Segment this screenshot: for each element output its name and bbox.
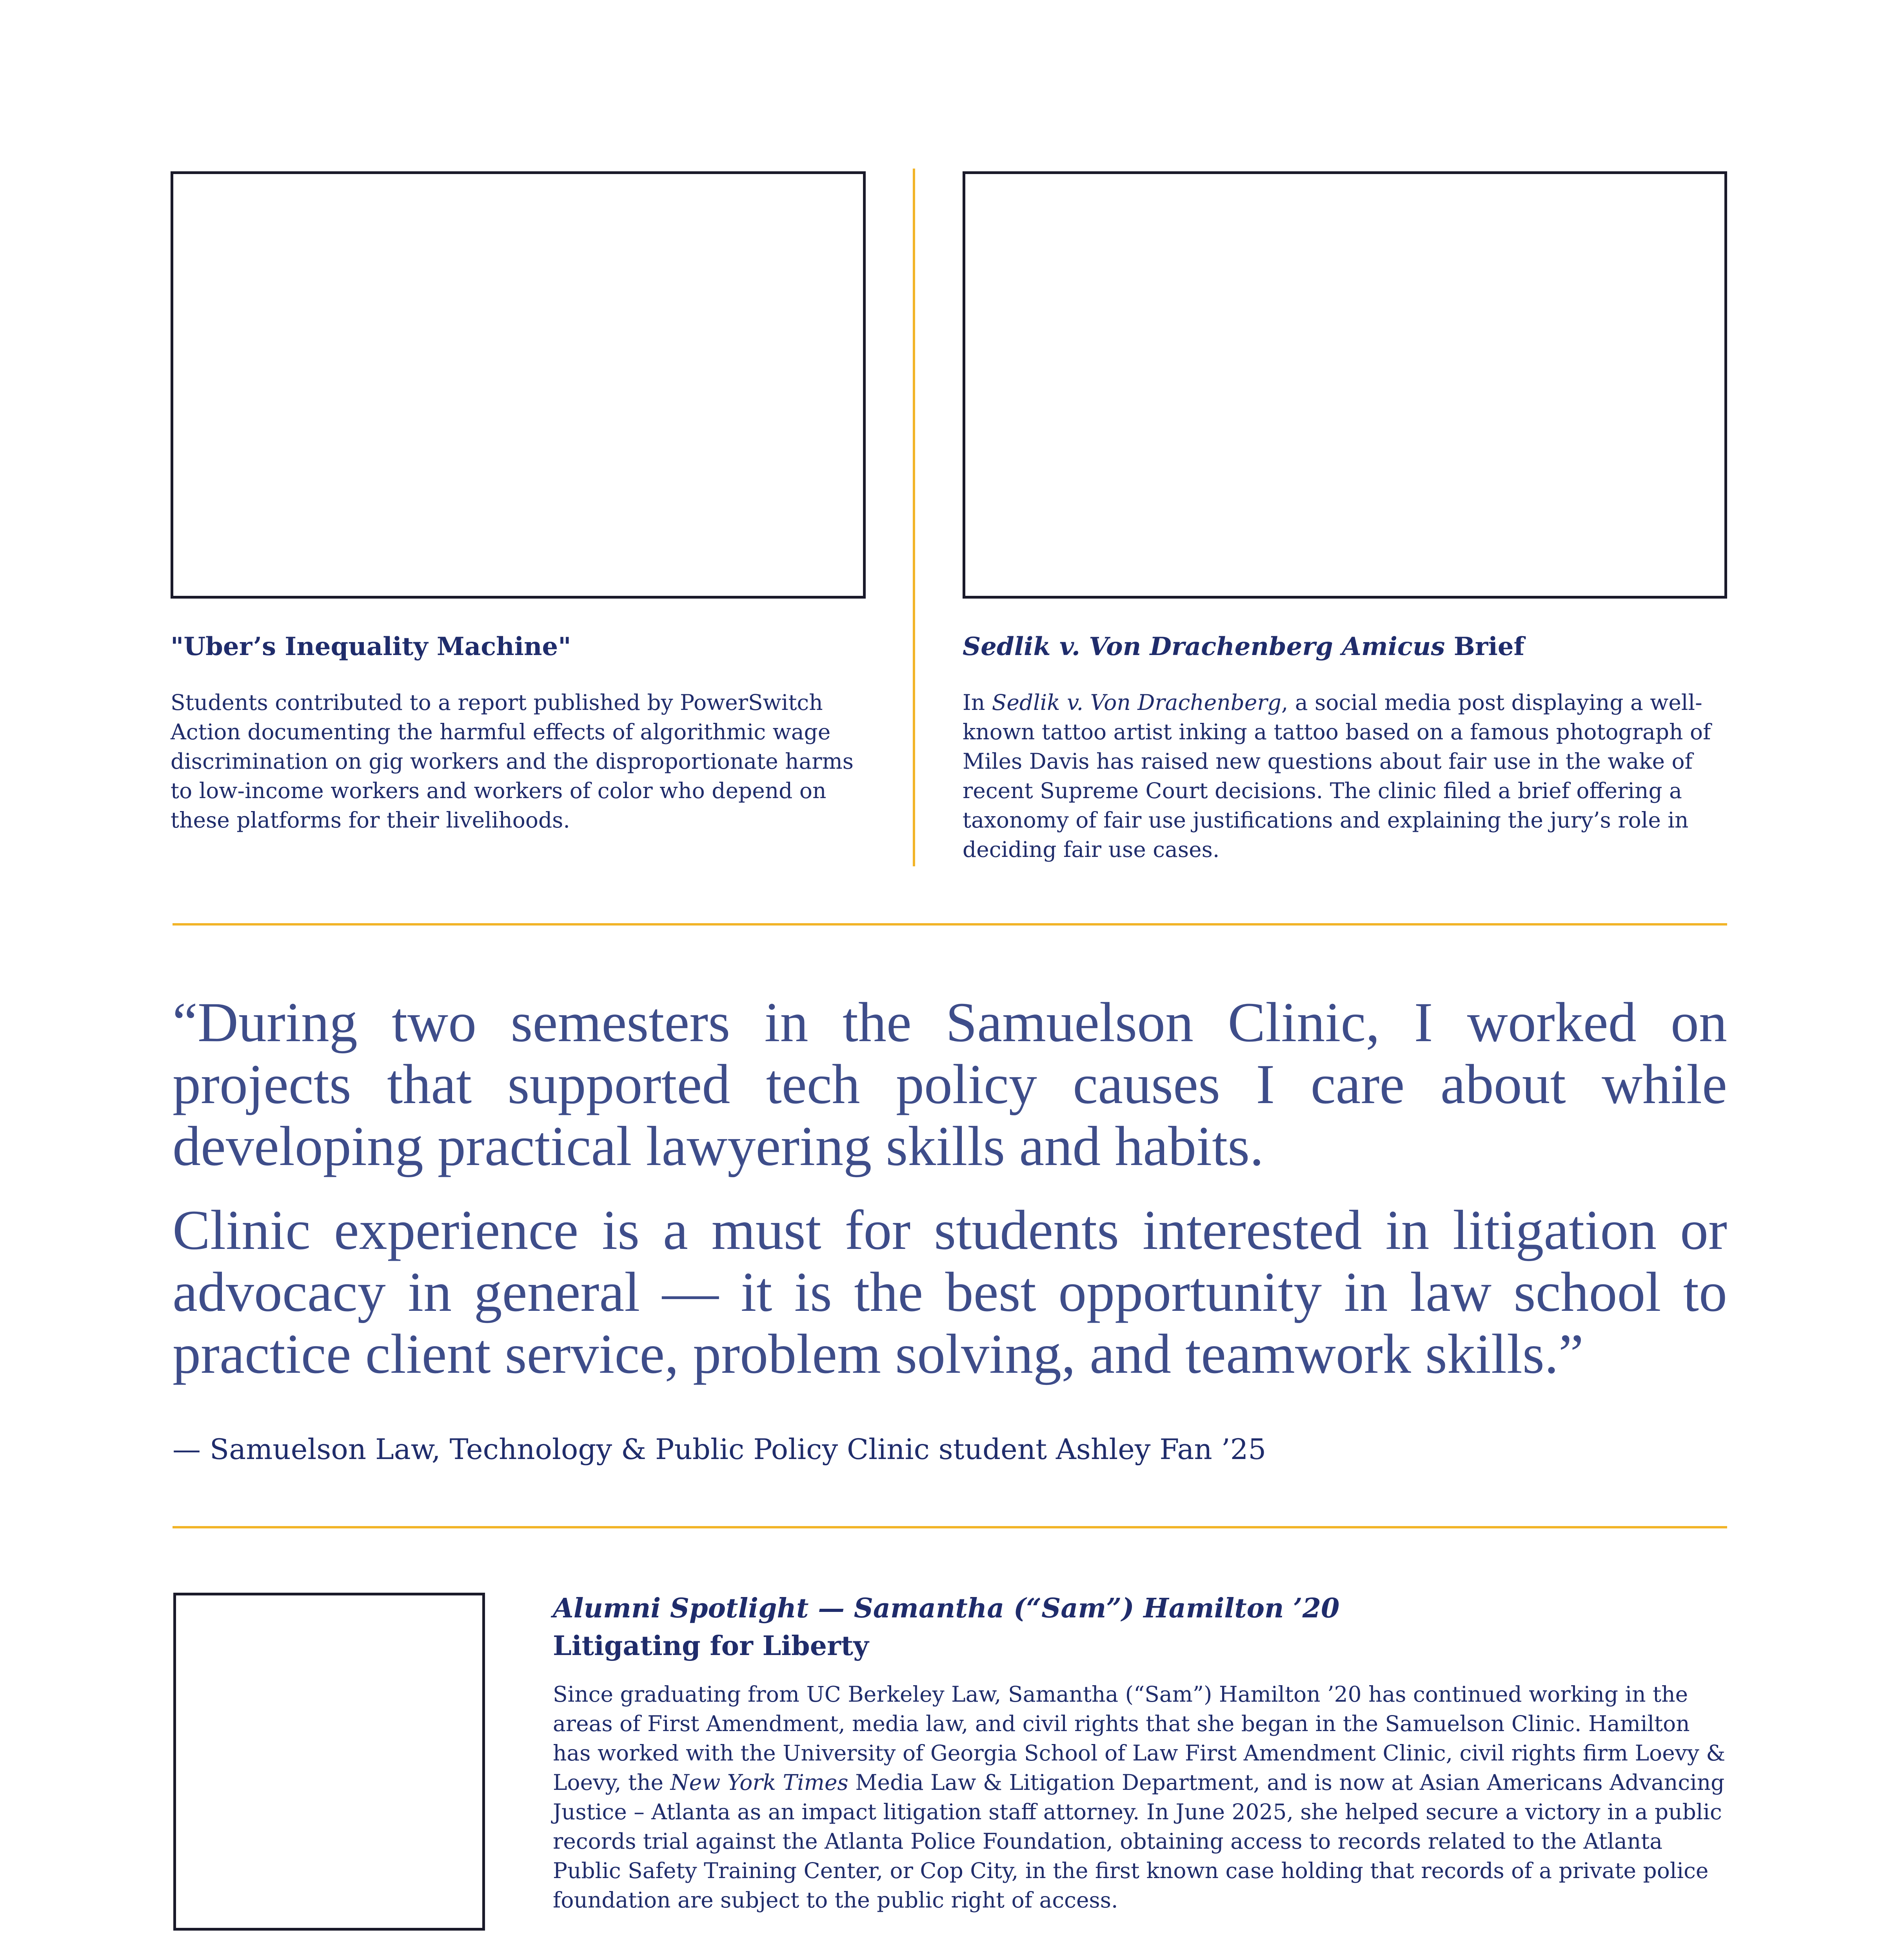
quote-paragraph-2: Clinic experience is a must for students interested in litigation or advocacy in general — it is the best opportunity in law school to practice client service, problem solving, and teamwork skills.”: [173, 1199, 1727, 1385]
uber-feature-body: [171, 688, 872, 835]
hamilton-portrait: [173, 1593, 485, 1931]
uber-feature-title: [171, 631, 868, 662]
sedlik-feature-title-italic: Sedlik v. Von Drachenberg Amicus: [963, 632, 1445, 661]
sedlik-body-case: Sedlik v. Von Drachenberg: [992, 690, 1281, 715]
sedlik-feature-title: [963, 631, 1727, 662]
column-divider: [913, 169, 915, 866]
hamilton-body-em: New York Times: [670, 1770, 848, 1795]
sedlik-feature-body: [963, 688, 1727, 864]
sedlik-body-prefix: In: [963, 690, 992, 715]
sedlik-feature-title-rest: Brief: [1445, 632, 1525, 661]
spotlight-hamilton: [553, 1590, 1727, 1915]
quote-attribution: [173, 1433, 1727, 1466]
uber-feature-body-text: Students contributed to a report published by PowerSwitch Action documenting the harmful effects of algorithmic wage discrimination on gig workers and the disproportionate harms to low-income workers and workers of color who depend on these platforms for their livelihoods.: [171, 690, 854, 833]
spotlight-hamilton-body: [553, 1680, 1727, 1915]
quote-paragraph-1: “During two semesters in the Samuelson Clinic, I worked on projects that supported tech policy causes I care about while developing practical lawyering skills and habits.: [173, 991, 1727, 1178]
sedlik-body-rest: , a social media post displaying a well-known tattoo artist inking a tattoo based on a famous photograph of Miles Davis has raised new questions about fair use in the wake of recent Supreme Court decisions. The clinic filed a brief offering a taxonomy of fair use justifications and explaining the jury’s role in deciding fair use cases.: [963, 690, 1711, 862]
spotlight-hamilton-subtitle: Litigating for Liberty: [553, 1630, 869, 1662]
hamilton-body-a: Since graduating from UC Berkeley Law, Samantha (“Sam”) Hamilton ’20 has continued working in the areas of First Amendment, media law, and civil rights that she began in the Samuelson Clinic. Hamilton has worked with the University of Georgia School of Law First Amendment Clinic, civil rights firm Loevy & Loevy, the: [553, 1682, 1726, 1795]
student-quote: [173, 992, 1727, 1385]
quote-attribution-text: — Samuelson Law, Technology & Public Policy Clinic student Ashley Fan ’25: [173, 1433, 1266, 1466]
uber-feature-title-text: "Uber’s Inequality Machine": [171, 632, 571, 661]
spotlight-hamilton-title: Alumni Spotlight — Samantha (“Sam”) Hamilton ’20: [553, 1593, 1340, 1624]
divider-2: [173, 1526, 1727, 1528]
uber-report-photo: [171, 171, 866, 599]
sedlik-brief-photo: [963, 171, 1727, 599]
divider-1: [173, 923, 1727, 926]
hamilton-body-b: Media Law & Litigation Department, and is now at Asian Americans Advancing Justice – Atlanta as an impact litigation staff attorney. In June 2025, she helped secure a victory in a public records trial against the Atlanta Police Foundation, obtaining access to records related to the Atlanta Public Safety Training Center, or Cop City, in the first known case holding that records of a private police foundation are subject to the public right of access.: [553, 1770, 1725, 1913]
